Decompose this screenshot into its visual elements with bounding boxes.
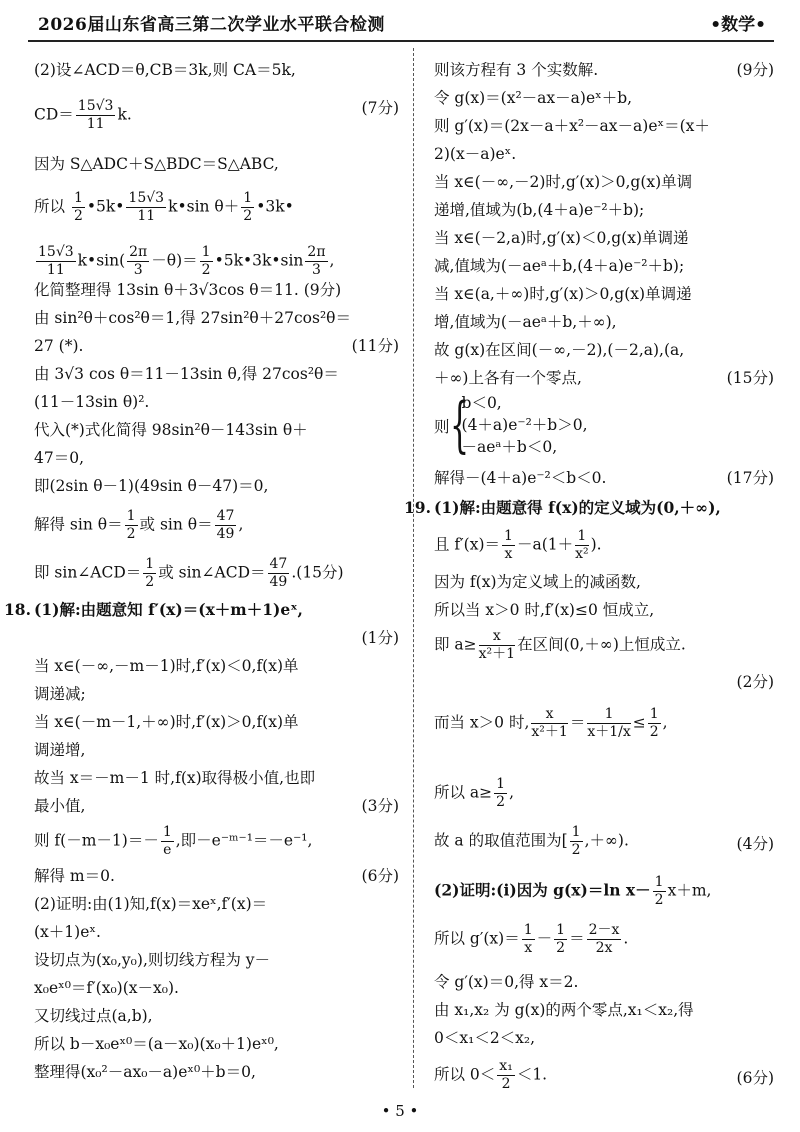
case-system: 则 { b＜0, (4＋a)e⁻²＋b＞0, －aeᵃ＋b＜0, [434, 390, 588, 460]
fraction: $\frac{15√3}{11}$ [128, 190, 165, 224]
question-number: 18. [4, 600, 31, 619]
fraction: $\frac{1}{2}$ [73, 190, 83, 224]
solution-line: 代入(*)式化简得 98sin²θ－143sin θ＋ [34, 421, 308, 439]
solution-line: 即 sin∠ACD＝ $\frac{1}{2}$ 或 sin∠ACD＝ $\frac{47}{49}$ .(15分) [34, 556, 344, 590]
solution-line: (2)证明:(ⅰ)因为 g(x)＝ln x－ $\frac{1}{2}$ x＋m, [434, 874, 712, 908]
fraction: $\frac{2-x}{2x}$ [588, 922, 620, 956]
solution-line: 所以当 x＞0 时,f′(x)≤0 恒成立, [434, 601, 655, 619]
fraction: $\frac{1}{2}$ [649, 706, 659, 740]
solution-line: CD＝ $\frac{15√3}{11}$ k. (7分) [34, 98, 399, 132]
score-mark: (6分) [736, 1069, 774, 1087]
solution-line: 即(2sin θ－1)(49sin θ－47)＝0, [34, 477, 269, 495]
score-mark: (15分) [726, 369, 774, 387]
solution-line: 19. (1)解:由题意得 f(x)的定义域为(0,＋∞), [404, 498, 721, 517]
fraction: $\frac{2\pi}{3}$ [129, 244, 148, 278]
question-number: 19. [404, 498, 431, 517]
subject-label: •数学• [710, 15, 766, 35]
fraction: $\frac{47}{49}$ [216, 508, 235, 542]
score-mark: (17分) [726, 469, 774, 487]
solution-line: 调递减; [34, 685, 86, 703]
score-mark: (6分) [361, 867, 399, 885]
fraction: $\frac{1}{x}$ [504, 528, 513, 562]
solution-line: 27 (*). (11分) [34, 337, 399, 355]
solution-line: 而当 x＞0 时, $\frac{x}{\text{x²＋1}}$ ＝ $\frac{1}{x+1/x}$ ≤ $\frac{1}{2}$ , [434, 706, 668, 740]
solution-line: 当 x∈(－m－1,＋∞)时,f′(x)＞0,f(x)单 [34, 713, 299, 731]
solution-line: 18. (1)解:由题意知 f′(x)＝(x＋m＋1)eˣ, [4, 600, 303, 619]
solution-line: 设切点为(x₀,y₀),则切线方程为 y－ [34, 951, 271, 969]
fraction: $\frac{1}{2}$ [126, 508, 136, 542]
fraction: $\frac{1}{x+1/x}$ [587, 706, 631, 740]
solution-line: 令 g′(x)＝0,得 x＝2. [434, 973, 579, 991]
score-mark: (3分) [361, 797, 399, 815]
fraction: $\frac{15√3}{11}$ [77, 98, 114, 132]
fraction: $\frac{1}{2}$ [654, 874, 664, 908]
solution-line: 则 f(－m－1)＝－ $\frac{1}{e}$ ,即－e⁻ᵐ⁻¹＝－e⁻¹, [34, 824, 313, 858]
solution-line: 故当 x＝－m－1 时,f(x)取得极小值,也即 [34, 769, 316, 787]
solution-line: 47＝0, [34, 449, 85, 467]
solution-line: 由 x₁,x₂ 为 g(x)的两个零点,x₁＜x₂,得 [434, 1001, 694, 1019]
solution-line: 解得－(4＋a)e⁻²＜b＜0. (17分) [434, 469, 774, 487]
score-mark: (7分) [361, 99, 399, 117]
solution-line: 因为 S△ADC＋S△BDC＝S△ABC, [34, 155, 279, 173]
page-header [28, 8, 774, 38]
solution-line: 所以 $\frac{1}{2}$ •5k• $\frac{15√3}{11}$ k•sin θ＋ $\frac{1}{2}$ •3k• [34, 190, 294, 224]
header-rule [28, 40, 774, 42]
solution-line: 整理得(x₀²－ax₀－a)eˣ⁰＋b＝0, [34, 1063, 256, 1081]
solution-line: 0＜x₁＜2＜x₂, [434, 1029, 536, 1047]
solution-line: 故 g(x)在区间(－∞,－2),(－2,a),(a, [434, 341, 685, 359]
solution-line: 解得 m＝0. (6分) [34, 867, 399, 885]
exam-title: 2026届山东省高三第二次学业水平联合检测 [38, 15, 385, 35]
fraction: $\frac{x}{\text{x²＋1}}$ [531, 706, 568, 740]
score-mark: (1分) [361, 629, 399, 647]
score-mark: (9分) [736, 61, 774, 79]
fraction: $\frac{15√3}{11}$ [38, 244, 74, 278]
solution-line: 解得 sin θ＝ $\frac{1}{2}$ 或 sin θ＝ $\frac{47}{49}$ , [34, 508, 244, 542]
page-number: • 5 • [381, 1102, 419, 1120]
solution-line: 当 x∈(－∞,－2)时,g′(x)＞0,g(x)单调 [434, 173, 693, 191]
solution-line: 当 x∈(－2,a)时,g′(x)＜0,g(x)单调递 [434, 229, 689, 247]
fraction: $\frac{2\pi}{3}$ [307, 244, 326, 278]
solution-line: (11－13sin θ)². [34, 393, 150, 411]
solution-line: 减,值域为(－aeᵃ＋b,(4＋a)e⁻²＋b); [434, 257, 685, 275]
solution-line: 因为 f(x)为定义域上的减函数, [434, 573, 641, 591]
solution-line: x₀eˣ⁰＝f′(x₀)(x－x₀). [34, 979, 179, 997]
score-mark: (4分) [736, 835, 774, 853]
solution-line: 令 g(x)＝(x²－ax－a)eˣ＋b, [434, 89, 633, 107]
solution-line: 2)(x－a)eˣ. [434, 145, 517, 163]
solution-line: 调递增, [34, 741, 86, 759]
solution-line: 递增,值域为(b,(4＋a)e⁻²＋b); [434, 201, 645, 219]
solution-line: 当 x∈(－∞,－m－1)时,f′(x)＜0,f(x)单 [34, 657, 299, 675]
left-brace: { [449, 390, 469, 460]
solution-line: 则该方程有 3 个实数解. (9分) [434, 61, 774, 79]
score-mark: (2分) [736, 673, 774, 691]
fraction: $\frac{1}{2}$ [571, 824, 581, 858]
solution-line: 所以 0＜ $\frac{\text{x₁}}{2}$ ＜1. (6分) [434, 1058, 774, 1092]
column-divider [413, 48, 414, 1088]
solution-line: (2)证明:由(1)知,f(x)＝xeˣ,f′(x)＝ [34, 895, 268, 913]
fraction: $\frac{1}{x}$ [523, 922, 533, 956]
score-mark: (11分) [351, 337, 399, 355]
solution-line: 且 f′(x)＝ $\frac{1}{x}$ －a(1＋ $\frac{1}{\text{x²}}$ ). [434, 528, 602, 562]
solution-line: 当 x∈(a,＋∞)时,g′(x)＞0,g(x)单调递 [434, 285, 692, 303]
solution-line: 最小值, (3分) [34, 797, 399, 815]
solution-line: 增,值域为(－aeᵃ＋b,＋∞), [434, 313, 617, 331]
solution-line: 所以 g′(x)＝ $\frac{1}{x}$ － $\frac{1}{2}$ ＝ $\frac{2-x}{2x}$ . [434, 922, 629, 956]
solution-line: 所以 a≥ $\frac{1}{2}$ , [434, 776, 515, 810]
solution-line: 即 a≥ $\frac{x}{\text{x²＋1}}$ 在区间(0,＋∞)上恒成立. [434, 628, 686, 662]
solution-line: (x＋1)eˣ. [34, 923, 101, 941]
fraction: $\frac{1}{\text{x²}}$ [575, 528, 589, 562]
solution-line: 由 sin²θ＋cos²θ＝1,得 27sin²θ＋27cos²θ＝ [34, 309, 351, 327]
fraction: $\frac{47}{49}$ [269, 556, 288, 590]
solution-line: 故 a 的取值范围为[ $\frac{1}{2}$ ,＋∞). (4分) [434, 824, 774, 858]
fraction: $\frac{1}{2}$ [201, 244, 211, 278]
solution-line: ＋∞)上各有一个零点, (15分) [434, 369, 774, 387]
fraction: $\frac{1}{2}$ [243, 190, 253, 224]
solution-line: 则 g′(x)＝(2x－a＋x²－ax－a)eˣ＝(x＋ [434, 117, 710, 135]
case-list: b＜0, (4＋a)e⁻²＋b＞0, －aeᵃ＋b＜0, [461, 394, 588, 456]
fraction: $\frac{1}{2}$ [556, 922, 566, 956]
fraction: $\frac{x}{\text{x²＋1}}$ [478, 628, 516, 662]
solution-line: 由 3√3 cos θ＝11－13sin θ,得 27cos²θ＝ [34, 365, 339, 383]
solution-line: 又切线过点(a,b), [34, 1007, 153, 1025]
solution-line: $\frac{15√3}{11}$ k•sin( $\frac{2\pi}{3}$ －θ)＝ $\frac{1}{2}$ •5k•3k•sin $\frac{2\pi}{3}$ , [38, 244, 335, 278]
fraction: $\frac{1}{e}$ [162, 824, 172, 858]
solution-line: (2)设∠ACD＝θ,CB＝3k,则 CA＝5k, [34, 61, 296, 79]
solution-line: 化简整理得 13sin θ＋3√3cos θ＝11. (9分) [34, 281, 342, 299]
solution-line: 所以 b－x₀eˣ⁰＝(a－x₀)(x₀＋1)eˣ⁰, [34, 1035, 279, 1053]
fraction: $\frac{1}{2}$ [496, 776, 506, 810]
fraction: $\frac{1}{2}$ [145, 556, 155, 590]
fraction: $\frac{\text{x₁}}{2}$ [499, 1058, 513, 1092]
